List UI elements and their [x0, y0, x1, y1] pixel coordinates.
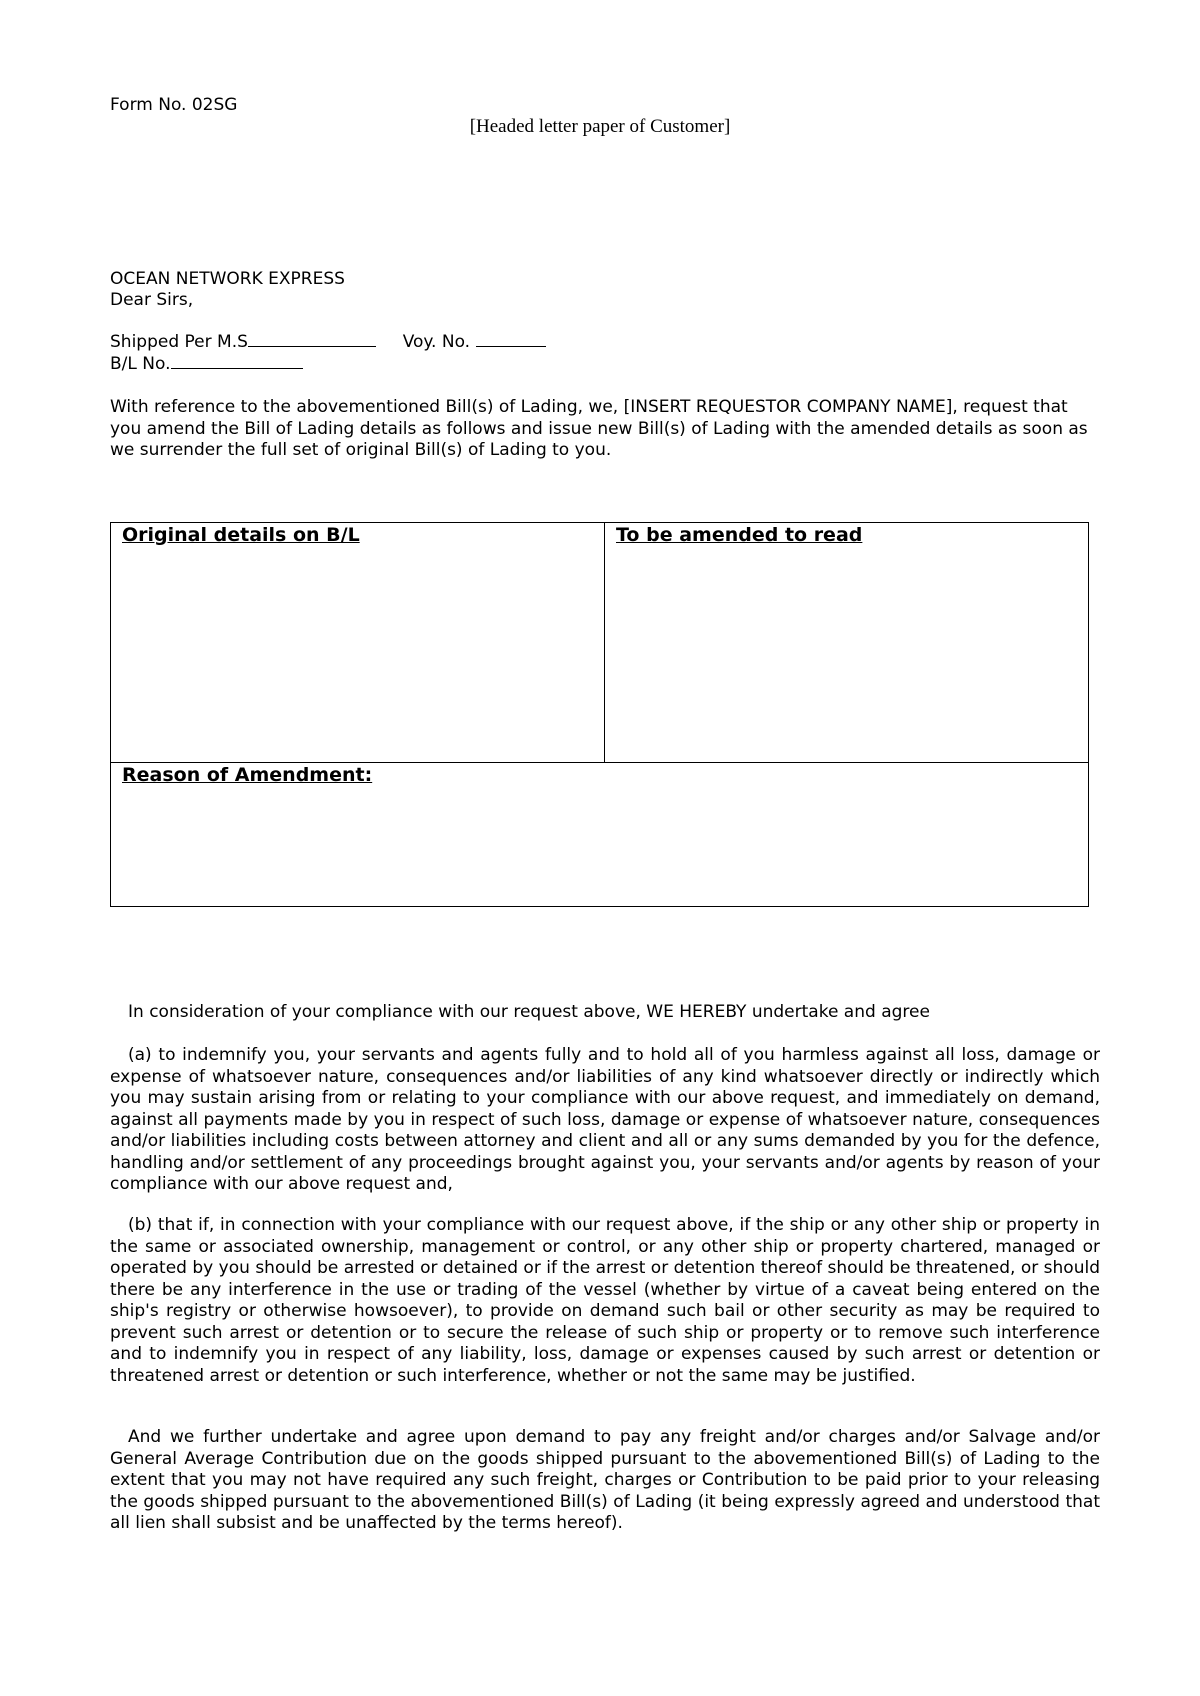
- reason-header: Reason of Amendment:: [122, 764, 373, 786]
- clause-a-text: (a) to indemnify you, your servants and agents fully and to hold all of you harmless against all loss, damage or expense of whatsoever nature, consequences and/or liabilities of any kind whatsoever directly or indirectly which you may sustain arising from or relating to your compliance with our above request, and immediately on demand, against all payments made by you in respect of such loss, damage or expense of whatsoever nature, consequences and/or liabilities including costs between attorney and client and all or any sums demanded by you for the defence, handling and/or settlement of any proceedings brought against you, your servants and/or agents by reason of your compliance with our above request and,: [110, 1045, 1100, 1194]
- table-row-divider: [110, 762, 1089, 763]
- vessel-blank[interactable]: [248, 330, 376, 347]
- voy-label: Voy. No.: [402, 332, 471, 352]
- bl-row: [110, 352, 303, 375]
- consideration-text: In consideration of your compliance with our request above, WE HEREBY undertake and agree: [128, 1002, 930, 1022]
- intro-text: With reference to the abovementioned Bill(s) of Lading, we, [INSERT REQUESTOR COMPANY NAME], request that you amend the Bill of Lading details as follows and issue new Bill(s) of Lading with the amended details as soon as we surrender the full set of original Bill(s) of Lading to you.: [110, 397, 1088, 460]
- shipped-per-label: Shipped Per M.S: [110, 332, 248, 352]
- letterhead-placeholder: [Headed letter paper of Customer]: [469, 116, 731, 137]
- salutation: Dear Sirs,: [110, 290, 194, 310]
- form-number: Form No. 02SG: [110, 95, 238, 115]
- original-details-field[interactable]: [113, 552, 601, 758]
- intro-paragraph: [110, 397, 1100, 462]
- shipped-per-row: [110, 330, 546, 353]
- clause-b: [110, 1215, 1100, 1387]
- reason-field[interactable]: [113, 792, 1086, 904]
- original-details-header: Original details on B/L: [122, 524, 360, 546]
- voyage-blank[interactable]: [476, 330, 546, 347]
- further-undertaking-text: And we further undertake and agree upon demand to pay any freight and/or charges and/or Salvage and/or General Average Contribution due on the goods shipped pursuant to the abovementioned Bill(s) of Lading to the extent that you may not have required any such freight, charges or Contribution to be paid prior to your releasing the goods shipped pursuant to the abovementioned Bill(s) of Lading (it being expressly agreed and understood that all lien shall subsist and be unaffected by the terms hereof).: [110, 1427, 1100, 1533]
- bl-label: B/L No.: [110, 354, 171, 374]
- bl-number-blank[interactable]: [171, 352, 303, 369]
- clause-a: [110, 1045, 1100, 1196]
- clause-b-text: (b) that if, in connection with your compliance with our request above, if the ship or any other ship or property in the same or associated ownership, management or control, or any other ship or property chartered, managed or operated by you should be arrested or detained or if the arrest or detention thereof should be threatened, or should there be any interference in the use or trading of the vessel (whether by virtue of a caveat being entered on the ship's registry or otherwise howsoever), to provide on demand such bail or other security as may be required to prevent such arrest or detention or to secure the release of such ship or property or to remove such interference and to indemnify you in respect of any liability, loss, damage or expenses caused by such arrest or detention or threatened arrest or detention or such interference, whether or not the same may be justified.: [110, 1215, 1100, 1386]
- amended-details-field[interactable]: [608, 552, 1086, 758]
- addressee: OCEAN NETWORK EXPRESS: [110, 269, 345, 289]
- further-undertaking: [110, 1427, 1100, 1535]
- table-column-divider: [604, 522, 605, 762]
- amended-details-header: To be amended to read: [616, 524, 863, 546]
